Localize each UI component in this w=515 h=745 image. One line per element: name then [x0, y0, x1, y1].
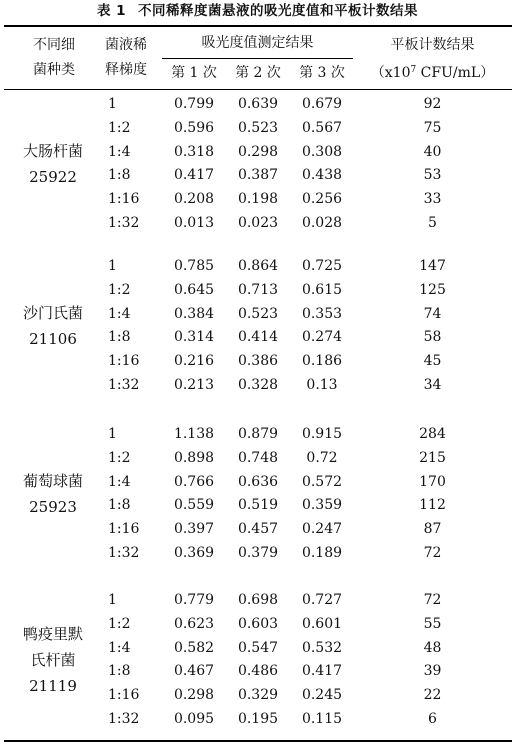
od-trial-1-cell: 0.384 [173, 305, 215, 322]
od-trial-3-cell: 0.615 [301, 281, 343, 298]
od-trial-2-cell: 0.386 [237, 353, 279, 370]
table-number: 表 1 [96, 3, 127, 19]
od-trial-2-cell: 0.023 [237, 215, 279, 231]
od-trial-1-cell: 0.314 [173, 329, 215, 346]
plate-count-cell: 45 [423, 353, 442, 370]
species-cell [4, 621, 102, 699]
od-trial-1-cell: 0.596 [173, 119, 215, 136]
dilution-cell: 1:16 [108, 521, 140, 538]
dilution-cell: 1 [108, 426, 117, 442]
plate-count-cell: 147 [419, 258, 446, 274]
header-species-line: 不同细 [33, 37, 75, 53]
od-trial-3-cell: 0.601 [301, 615, 343, 632]
plate-count-cell: 75 [423, 119, 442, 136]
od-trial-3-cell: 0.438 [301, 167, 343, 184]
header-dilution-line: 菌液稀 [105, 37, 147, 53]
plate-count-cell: 34 [423, 377, 442, 393]
dilution-cell: 1:2 [108, 281, 131, 298]
od-trial-3-cell: 0.725 [301, 258, 343, 274]
od-trial-2-cell: 0.298 [237, 143, 279, 160]
od-trial-3-cell: 0.247 [301, 521, 343, 538]
od-trial-3-cell: 0.72 [306, 449, 338, 466]
od-trial-3-cell: 0.245 [301, 687, 343, 704]
plate-count-cell: 72 [423, 545, 442, 561]
dilution-cell: 1:32 [108, 545, 140, 561]
header-unit-exponent: 7 [410, 65, 417, 75]
od-trial-1-cell: 0.766 [173, 473, 215, 490]
dilution-cell: 1:2 [108, 615, 131, 632]
od-trial-1-cell: 0.785 [173, 258, 215, 274]
od-trial-1-cell: 0.213 [173, 377, 215, 393]
od-trial-2-cell: 0.864 [237, 258, 279, 274]
header-dilution-line: 释梯度 [105, 62, 147, 78]
plate-count-cell: 125 [419, 281, 446, 298]
dilution-cell: 1:2 [108, 449, 131, 466]
header-od-group: 吸光度值测定结果 [201, 35, 314, 51]
od-trial-3-cell: 0.679 [301, 96, 343, 112]
od-trial-3-cell: 0.572 [301, 473, 343, 490]
od-trial-1-cell: 0.645 [173, 281, 215, 298]
dilution-cell: 1:8 [108, 663, 131, 680]
od-trial-3-cell: 0.028 [301, 215, 343, 231]
header-trial-1: 第 1 次 [171, 65, 217, 81]
dilution-cell: 1:16 [108, 191, 140, 208]
dilution-cell: 1:8 [108, 167, 131, 184]
header-species [4, 33, 104, 83]
od-trial-1-cell: 0.898 [173, 449, 215, 466]
plate-count-cell: 39 [423, 663, 442, 680]
od-trial-2-cell: 0.387 [237, 167, 279, 184]
plate-count-cell: 215 [419, 449, 446, 466]
dilution-cell: 1 [108, 258, 117, 274]
od-trial-1-cell: 0.095 [173, 711, 215, 727]
od-trial-2-cell: 0.329 [237, 687, 279, 704]
od-trial-3-cell: 0.115 [301, 711, 343, 727]
od-trial-2-cell: 0.379 [237, 545, 279, 561]
species-cell [4, 468, 102, 520]
plate-count-cell: 55 [423, 615, 442, 632]
od-trial-2-cell: 0.328 [237, 377, 279, 393]
species-line: 25922 [29, 167, 77, 186]
od-trial-2-cell: 0.603 [237, 615, 279, 632]
dilution-cell: 1:4 [108, 305, 131, 322]
od-trial-2-cell: 0.523 [237, 119, 279, 136]
species-cell [4, 138, 102, 190]
od-trial-1-cell: 0.467 [173, 663, 215, 680]
dilution-cell: 1 [108, 96, 117, 112]
dilution-cell: 1:4 [108, 639, 131, 656]
od-trial-1-cell: 0.799 [173, 96, 215, 112]
dilution-cell: 1:32 [108, 711, 140, 727]
od-trial-2-cell: 0.636 [237, 473, 279, 490]
header-rule [4, 89, 512, 90]
od-trial-3-cell: 0.186 [301, 353, 343, 370]
od-trial-1-cell: 0.417 [173, 167, 215, 184]
plate-count-cell: 22 [423, 687, 442, 704]
od-trial-2-cell: 0.879 [237, 426, 279, 442]
plate-count-cell: 33 [423, 191, 442, 208]
header-od-rule [162, 58, 353, 59]
od-trial-2-cell: 0.195 [237, 711, 279, 727]
header-count-unit: （$x10^7$ CFU/mL） [370, 65, 495, 81]
species-line: 21119 [29, 676, 77, 695]
od-trial-1-cell: 0.397 [173, 521, 215, 538]
plate-count-cell: 72 [423, 592, 442, 608]
header-dilution [96, 33, 156, 83]
od-trial-2-cell: 0.639 [237, 96, 279, 112]
dilution-cell: 1:8 [108, 497, 131, 514]
dilution-cell: 1:8 [108, 329, 131, 346]
plate-count-cell: 170 [419, 473, 446, 490]
header-trial-2: 第 2 次 [235, 65, 281, 81]
table-caption [0, 2, 515, 20]
plate-count-cell: 5 [428, 215, 437, 231]
table-title: 不同稀释度菌悬液的吸光度值和平板计数结果 [138, 3, 419, 19]
od-trial-3-cell: 0.727 [301, 592, 343, 608]
od-trial-1-cell: 0.779 [173, 592, 215, 608]
dilution-cell: 1:32 [108, 377, 140, 393]
od-trial-3-cell: 0.13 [306, 377, 338, 393]
od-trial-1-cell: 0.216 [173, 353, 215, 370]
header-species-line: 菌种类 [33, 62, 75, 78]
od-trial-2-cell: 0.486 [237, 663, 279, 680]
header-count-label: 平板计数结果 [390, 37, 475, 53]
dilution-cell: 1:16 [108, 353, 140, 370]
od-trial-3-cell: 0.359 [301, 497, 343, 514]
od-trial-2-cell: 0.198 [237, 191, 279, 208]
species-line: 氏杆菌 [30, 650, 76, 669]
od-trial-2-cell: 0.547 [237, 639, 279, 656]
od-trial-3-cell: 0.915 [301, 426, 343, 442]
species-line: 21106 [29, 329, 77, 348]
od-trial-3-cell: 0.417 [301, 663, 343, 680]
od-trial-3-cell: 0.189 [301, 545, 343, 561]
od-trial-2-cell: 0.414 [237, 329, 279, 346]
od-trial-2-cell: 0.523 [237, 305, 279, 322]
od-trial-1-cell: 0.582 [173, 639, 215, 656]
od-trial-1-cell: 0.298 [173, 687, 215, 704]
od-trial-1-cell: 0.623 [173, 615, 215, 632]
plate-count-cell: 6 [428, 711, 437, 727]
plate-count-cell: 112 [419, 497, 446, 514]
od-trial-3-cell: 0.353 [301, 305, 343, 322]
od-trial-2-cell: 0.698 [237, 592, 279, 608]
species-line: 鸭疫里默 [22, 624, 83, 643]
dilution-cell: 1:4 [108, 473, 131, 490]
od-trial-3-cell: 0.567 [301, 119, 343, 136]
species-cell [4, 300, 102, 352]
od-trial-3-cell: 0.256 [301, 191, 343, 208]
od-trial-3-cell: 0.532 [301, 639, 343, 656]
species-line: 沙门氏菌 [22, 303, 83, 322]
plate-count-cell: 284 [419, 426, 446, 442]
dilution-cell: 1:2 [108, 119, 131, 136]
plate-count-cell: 74 [423, 305, 442, 322]
header-trial-3: 第 3 次 [299, 65, 345, 81]
od-trial-2-cell: 0.713 [237, 281, 279, 298]
od-trial-1-cell: 0.208 [173, 191, 215, 208]
top-rule [4, 25, 512, 27]
od-trial-2-cell: 0.519 [237, 497, 279, 514]
plate-count-cell: 58 [423, 329, 442, 346]
od-trial-3-cell: 0.274 [301, 329, 343, 346]
plate-count-cell: 40 [423, 143, 442, 160]
species-line: 葡萄球菌 [22, 471, 83, 490]
od-trial-3-cell: 0.308 [301, 143, 343, 160]
od-trial-1-cell: 0.013 [173, 215, 215, 231]
plate-count-cell: 48 [423, 639, 442, 656]
species-line: 大肠杆菌 [22, 141, 83, 160]
od-trial-1-cell: 0.559 [173, 497, 215, 514]
bottom-rule [4, 740, 512, 742]
od-trial-2-cell: 0.457 [237, 521, 279, 538]
species-line: 25923 [29, 497, 77, 516]
od-trial-1-cell: 0.318 [173, 143, 215, 160]
dilution-cell: 1:32 [108, 215, 140, 231]
plate-count-cell: 53 [423, 167, 442, 184]
od-trial-2-cell: 0.748 [237, 449, 279, 466]
dilution-cell: 1:16 [108, 687, 140, 704]
dilution-cell: 1 [108, 592, 117, 608]
dilution-cell: 1:4 [108, 143, 131, 160]
plate-count-cell: 87 [423, 521, 442, 538]
od-trial-1-cell: 0.369 [173, 545, 215, 561]
plate-count-cell: 92 [423, 96, 442, 112]
header-count [355, 33, 510, 86]
od-trial-1-cell: 1.138 [173, 426, 215, 442]
